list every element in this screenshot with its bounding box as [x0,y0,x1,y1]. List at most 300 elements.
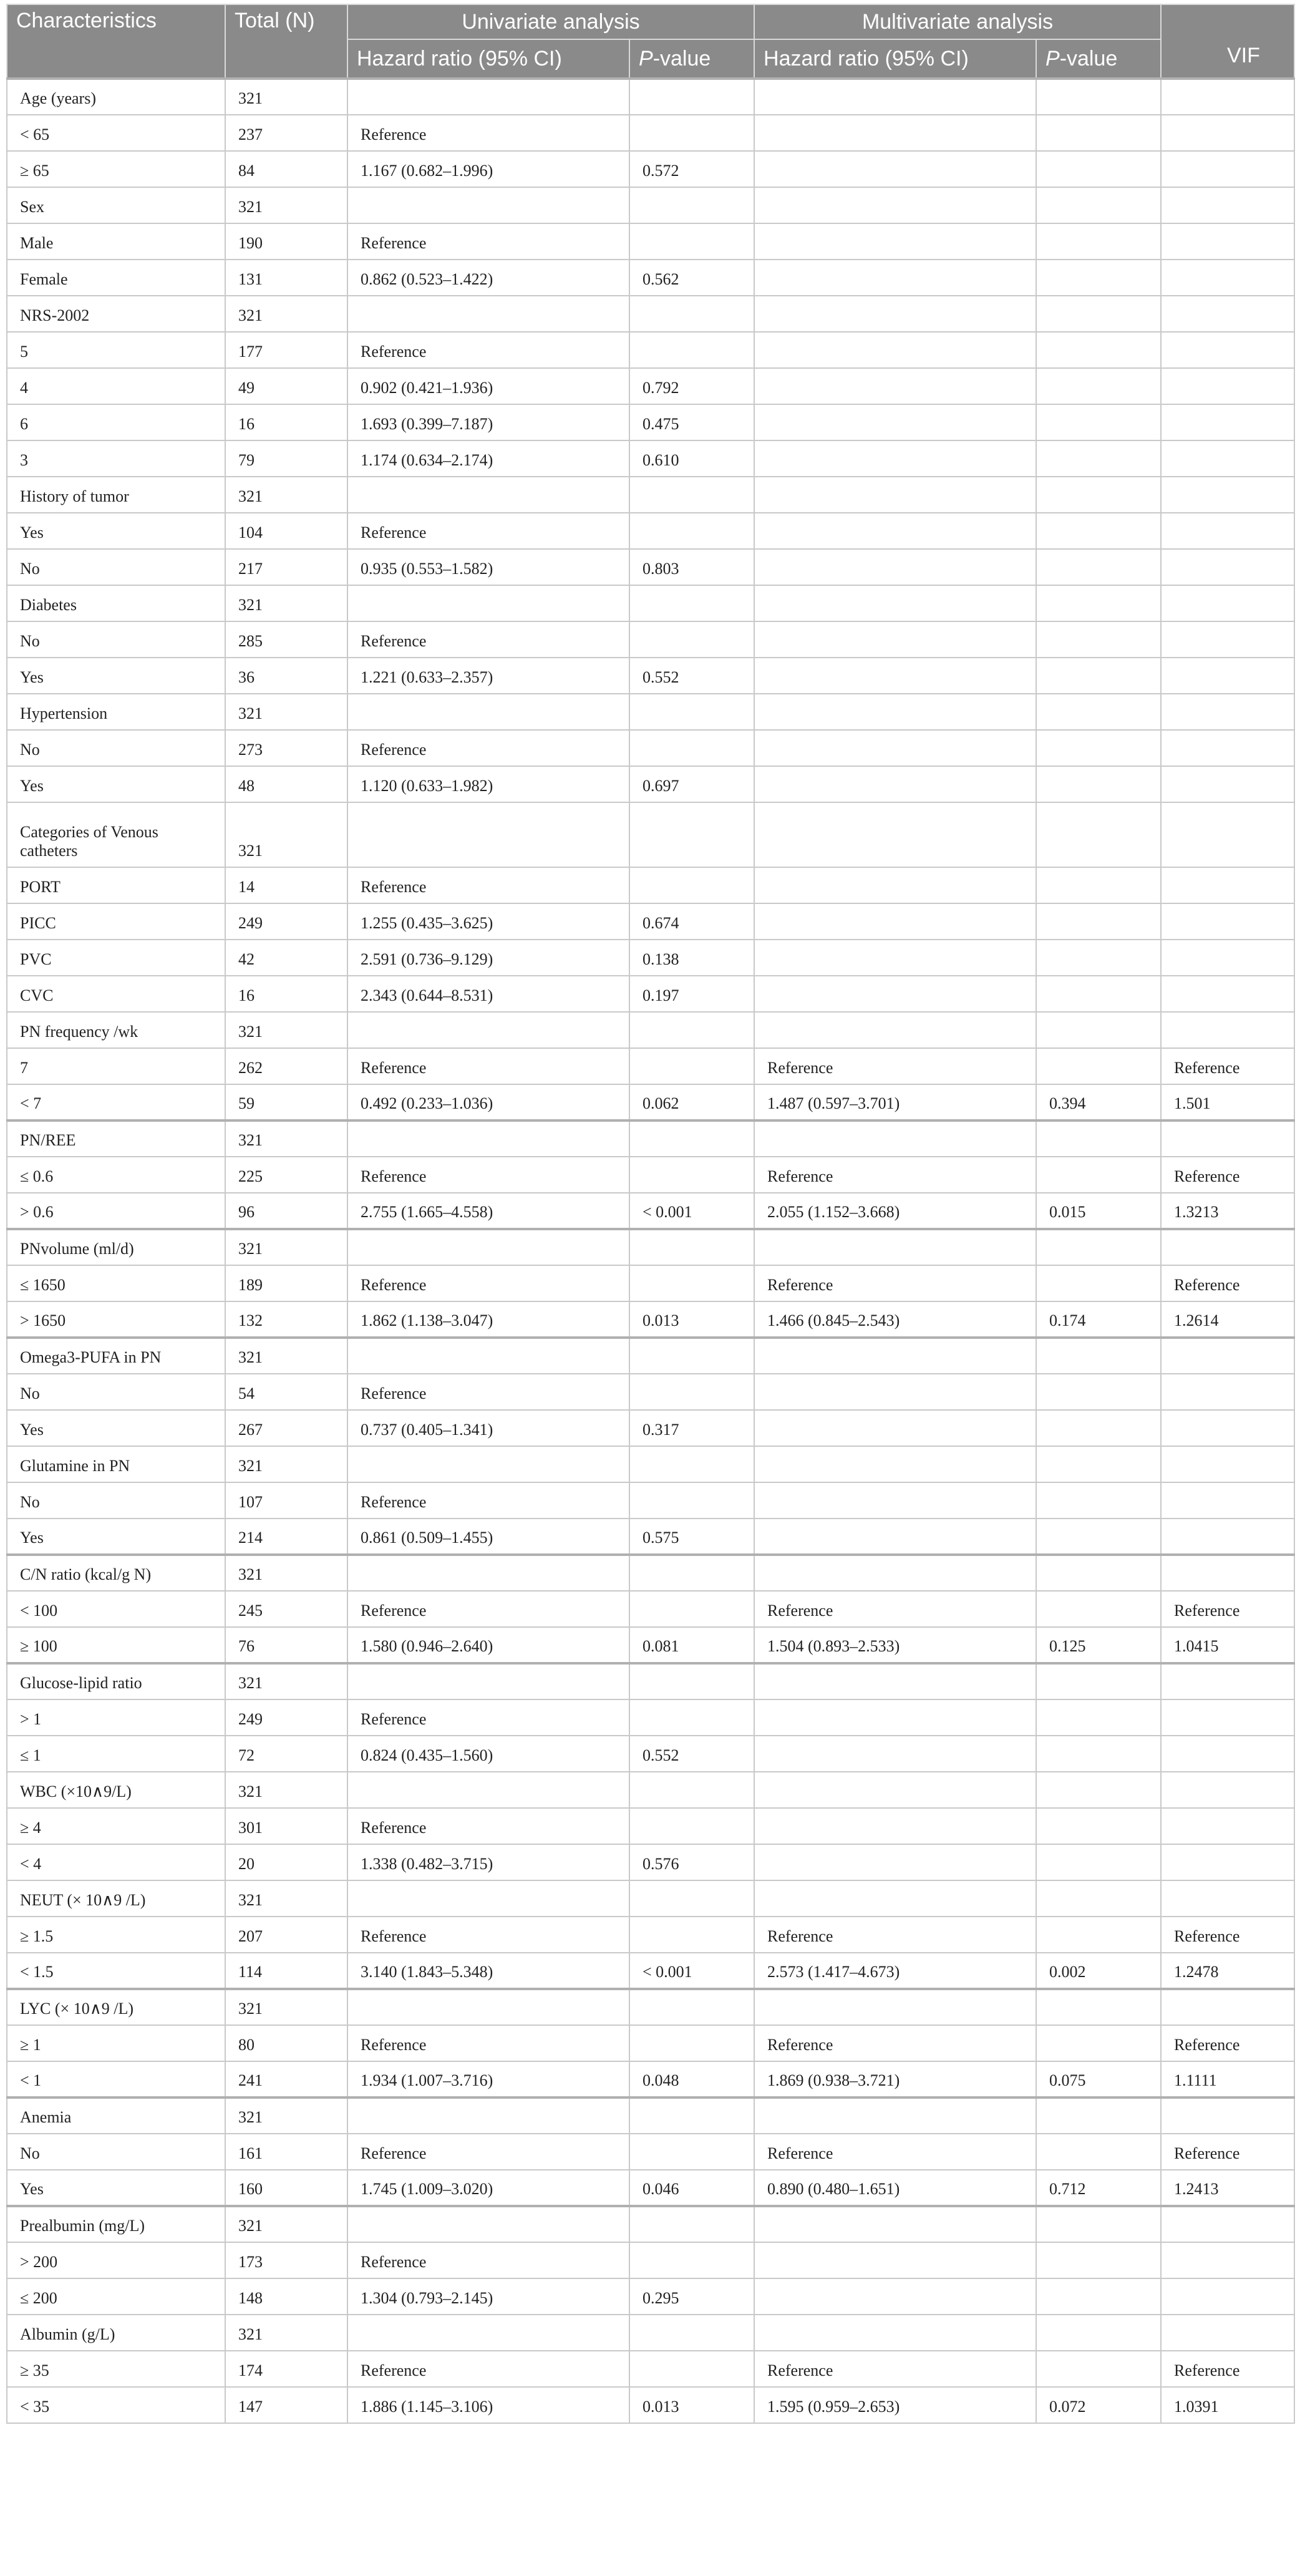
total-cell: 321 [225,585,347,621]
multi-p-value-cell [1036,1374,1161,1410]
multi-p-value-cell: 0.072 [1036,2387,1161,2423]
table-row [7,1953,1294,1989]
hazard-ratio-table [6,4,1295,2424]
multi-hazard-ratio-cell [754,1808,1036,1844]
multi-p-value-cell [1036,940,1161,976]
multi-p-value-cell [1036,2097,1161,2134]
multi-p-value-cell [1036,1591,1161,1627]
uni-hazard-ratio-cell [347,1229,629,1265]
multi-p-value-cell [1036,1229,1161,1265]
p-italic: P [639,46,653,70]
table-row [7,766,1294,802]
characteristic-cell: > 0.6 [7,1193,225,1229]
characteristic-cell: ≥ 35 [7,2351,225,2387]
characteristic-cell: Categories of Venous catheters [7,802,225,867]
uni-p-value-cell: 0.697 [629,766,754,802]
characteristic-cell: Male [7,223,225,260]
characteristic-cell: CVC [7,976,225,1012]
uni-hazard-ratio-cell [347,1772,629,1808]
characteristic-cell: 7 [7,1048,225,1084]
characteristic-cell: Female [7,260,225,296]
table-row [7,730,1294,766]
table-row [7,1808,1294,1844]
vif-cell [1161,1012,1294,1048]
uni-hazard-ratio-cell [347,1012,629,1048]
vif-cell [1161,1989,1294,2025]
multi-p-value-cell [1036,2134,1161,2170]
vif-cell [1161,1555,1294,1591]
table-row [7,1157,1294,1193]
vif-cell [1161,368,1294,404]
vif-cell: Reference [1161,1048,1294,1084]
table-row [7,1627,1294,1663]
multi-p-value-cell: 0.002 [1036,1953,1161,1989]
uni-p-value-cell [629,1989,754,2025]
multi-p-value-cell [1036,766,1161,802]
uni-hazard-ratio-cell [347,1120,629,1157]
total-cell: 321 [225,1880,347,1917]
total-cell: 321 [225,1555,347,1591]
vif-cell [1161,549,1294,585]
table-row [7,260,1294,296]
multi-p-value-cell: 0.125 [1036,1627,1161,1663]
table-row [7,513,1294,549]
total-cell: 131 [225,260,347,296]
multi-p-value-cell [1036,1989,1161,2025]
uni-p-value-cell [629,1048,754,1084]
uni-p-value-cell: 0.048 [629,2061,754,2097]
uni-hazard-ratio-cell: Reference [347,1591,629,1627]
multi-hazard-ratio-cell [754,1229,1036,1265]
uni-p-value-cell: 0.295 [629,2278,754,2315]
uni-p-value-cell [629,1265,754,1301]
multi-p-value-cell: 0.075 [1036,2061,1161,2097]
table-row [7,2242,1294,2278]
uni-hazard-ratio-cell: 0.902 (0.421–1.936) [347,368,629,404]
table-row [7,440,1294,477]
multi-p-value-cell [1036,2278,1161,2315]
multi-hazard-ratio-cell [754,1120,1036,1157]
multi-hazard-ratio-cell [754,151,1036,187]
total-cell: 285 [225,621,347,658]
multi-hazard-ratio-cell: Reference [754,1157,1036,1193]
vif-cell [1161,477,1294,513]
uni-p-value-cell [629,1229,754,1265]
uni-hazard-ratio-cell: 1.338 (0.482–3.715) [347,1844,629,1880]
characteristic-cell: < 35 [7,2387,225,2423]
total-cell: 321 [225,694,347,730]
vif-cell [1161,296,1294,332]
uni-p-value-cell [629,621,754,658]
table-row [7,2025,1294,2061]
uni-p-value-cell [629,585,754,621]
total-cell: 161 [225,2134,347,2170]
table-row [7,549,1294,585]
table-row [7,1338,1294,1374]
uni-p-value-cell [629,1808,754,1844]
characteristic-cell: No [7,730,225,766]
multi-hazard-ratio-cell [754,513,1036,549]
total-cell: 321 [225,2315,347,2351]
vif-cell: Reference [1161,1157,1294,1193]
uni-p-value-cell [629,2315,754,2351]
vif-cell [1161,940,1294,976]
characteristic-cell: PNvolume (ml/d) [7,1229,225,1265]
uni-hazard-ratio-cell: Reference [347,621,629,658]
table-row [7,1880,1294,1917]
multi-hazard-ratio-cell: 1.466 (0.845–2.543) [754,1301,1036,1338]
characteristic-cell: ≥ 1.5 [7,1917,225,1953]
uni-p-value-cell: < 0.001 [629,1193,754,1229]
vif-cell [1161,2315,1294,2351]
multi-hazard-ratio-cell: 1.869 (0.938–3.721) [754,2061,1036,2097]
table-row [7,903,1294,940]
multi-p-value-cell [1036,903,1161,940]
multi-p-value-cell [1036,1555,1161,1591]
multi-p-value-cell [1036,260,1161,296]
multi-p-value-cell [1036,1157,1161,1193]
table-row [7,1084,1294,1120]
multi-hazard-ratio-cell [754,223,1036,260]
total-cell: 14 [225,867,347,903]
vif-cell [1161,1374,1294,1410]
uni-p-value-cell: 0.081 [629,1627,754,1663]
uni-hazard-ratio-cell [347,2097,629,2134]
vif-cell [1161,187,1294,223]
table-row [7,1482,1294,1519]
table-row [7,694,1294,730]
uni-p-value-cell: 0.197 [629,976,754,1012]
vif-cell [1161,115,1294,151]
characteristic-cell: Age (years) [7,79,225,115]
characteristic-cell: Yes [7,2170,225,2206]
characteristic-cell: 6 [7,404,225,440]
uni-hazard-ratio-cell: Reference [347,1482,629,1519]
multi-hazard-ratio-cell [754,404,1036,440]
multi-p-value-cell [1036,1048,1161,1084]
table-row [7,585,1294,621]
table-row [7,2387,1294,2423]
characteristic-cell: 5 [7,332,225,368]
multi-hazard-ratio-cell [754,187,1036,223]
uni-hazard-ratio-cell: Reference [347,513,629,549]
multi-hazard-ratio-cell [754,1555,1036,1591]
uni-hazard-ratio-cell: Reference [347,2351,629,2387]
table-row [7,621,1294,658]
uni-hazard-ratio-cell [347,585,629,621]
multi-p-value-cell [1036,1120,1161,1157]
total-cell: 54 [225,1374,347,1410]
characteristic-cell: Sex [7,187,225,223]
characteristic-cell: History of tumor [7,477,225,513]
uni-p-value-cell: 0.575 [629,1519,754,1555]
total-cell: 321 [225,79,347,115]
multi-p-value-cell [1036,296,1161,332]
uni-p-value-cell: 0.013 [629,2387,754,2423]
total-cell: 217 [225,549,347,585]
vif-cell [1161,2097,1294,2134]
characteristic-cell: ≤ 1650 [7,1265,225,1301]
uni-p-value-cell: 0.317 [629,1410,754,1446]
total-cell: 20 [225,1844,347,1880]
uni-p-value-cell: 0.062 [629,1084,754,1120]
multi-hazard-ratio-cell: 0.890 (0.480–1.651) [754,2170,1036,2206]
vif-cell [1161,766,1294,802]
table-row [7,151,1294,187]
total-cell: 321 [225,187,347,223]
characteristic-cell: No [7,549,225,585]
uni-hazard-ratio-cell: Reference [347,1048,629,1084]
characteristic-cell: LYC (× 10∧9 /L) [7,1989,225,2025]
header-multivariate: Multivariate analysis [754,4,1161,39]
uni-hazard-ratio-cell: Reference [347,1808,629,1844]
multi-hazard-ratio-cell [754,658,1036,694]
table-row [7,187,1294,223]
vif-cell [1161,621,1294,658]
table-row [7,2315,1294,2351]
total-cell: 107 [225,1482,347,1519]
uni-hazard-ratio-cell: 0.824 (0.435–1.560) [347,1736,629,1772]
multi-p-value-cell [1036,802,1161,867]
total-cell: 321 [225,1446,347,1482]
table-row [7,1699,1294,1736]
characteristic-cell: NEUT (× 10∧9 /L) [7,1880,225,1917]
total-cell: 84 [225,151,347,187]
table-row [7,1736,1294,1772]
vif-cell [1161,1736,1294,1772]
uni-hazard-ratio-cell: 2.343 (0.644–8.531) [347,976,629,1012]
table-row [7,1048,1294,1084]
table-row [7,2097,1294,2134]
vif-cell [1161,1772,1294,1808]
total-cell: 96 [225,1193,347,1229]
characteristic-cell: Omega3-PUFA in PN [7,1338,225,1374]
multi-hazard-ratio-cell [754,1772,1036,1808]
multi-hazard-ratio-cell [754,549,1036,585]
uni-hazard-ratio-cell: Reference [347,1374,629,1410]
multi-p-value-cell [1036,1808,1161,1844]
uni-p-value-cell [629,694,754,730]
total-cell: 273 [225,730,347,766]
uni-p-value-cell: 0.475 [629,404,754,440]
uni-p-value-cell [629,1374,754,1410]
multi-p-value-cell [1036,1663,1161,1699]
multi-hazard-ratio-cell [754,2315,1036,2351]
header-uni-hazard-ratio: Hazard ratio (95% CI) [347,39,629,79]
multi-hazard-ratio-cell [754,766,1036,802]
multi-hazard-ratio-cell [754,1012,1036,1048]
multi-hazard-ratio-cell [754,976,1036,1012]
total-cell: 207 [225,1917,347,1953]
characteristic-cell: PN/REE [7,1120,225,1157]
multi-hazard-ratio-cell [754,621,1036,658]
multi-hazard-ratio-cell [754,1663,1036,1699]
table-row [7,1917,1294,1953]
multi-hazard-ratio-cell: Reference [754,2351,1036,2387]
multi-p-value-cell [1036,151,1161,187]
total-cell: 267 [225,1410,347,1446]
multi-p-value-cell [1036,1482,1161,1519]
multi-hazard-ratio-cell: 1.504 (0.893–2.533) [754,1627,1036,1663]
multi-p-value-cell [1036,368,1161,404]
uni-hazard-ratio-cell: 1.745 (1.009–3.020) [347,2170,629,2206]
vif-cell: 1.2478 [1161,1953,1294,1989]
characteristic-cell: < 65 [7,115,225,151]
multi-hazard-ratio-cell: Reference [754,2134,1036,2170]
vif-cell: Reference [1161,1591,1294,1627]
characteristic-cell: Yes [7,1519,225,1555]
multi-p-value-cell [1036,549,1161,585]
vif-cell: 1.1111 [1161,2061,1294,2097]
header-characteristics: Characteristics [7,4,225,79]
characteristic-cell: No [7,621,225,658]
uni-p-value-cell [629,115,754,151]
multi-p-value-cell: 0.712 [1036,2170,1161,2206]
header-multi-hazard-ratio: Hazard ratio (95% CI) [754,39,1036,79]
multi-p-value-cell [1036,621,1161,658]
uni-p-value-cell: 0.572 [629,151,754,187]
table-row [7,1772,1294,1808]
table-header [7,4,1294,79]
uni-hazard-ratio-cell [347,1880,629,1917]
vif-cell: Reference [1161,1265,1294,1301]
characteristic-cell: > 200 [7,2242,225,2278]
uni-hazard-ratio-cell: Reference [347,115,629,151]
uni-hazard-ratio-cell: Reference [347,1157,629,1193]
uni-hazard-ratio-cell: Reference [347,223,629,260]
table-row [7,1989,1294,2025]
multi-p-value-cell [1036,1699,1161,1736]
characteristic-cell: < 1.5 [7,1953,225,1989]
characteristic-cell: C/N ratio (kcal/g N) [7,1555,225,1591]
vif-cell [1161,1699,1294,1736]
multi-hazard-ratio-cell [754,440,1036,477]
uni-hazard-ratio-cell: 1.255 (0.435–3.625) [347,903,629,940]
uni-p-value-cell [629,1120,754,1157]
multi-p-value-cell [1036,1519,1161,1555]
header-uni-p-value [629,39,754,79]
characteristic-cell: ≥ 4 [7,1808,225,1844]
uni-hazard-ratio-cell: Reference [347,867,629,903]
vif-cell: 1.2413 [1161,2170,1294,2206]
vif-cell: 1.3213 [1161,1193,1294,1229]
total-cell: 148 [225,2278,347,2315]
total-cell: 321 [225,1120,347,1157]
uni-p-value-cell [629,867,754,903]
multi-p-value-cell [1036,1880,1161,1917]
multi-p-value-cell: 0.015 [1036,1193,1161,1229]
total-cell: 36 [225,658,347,694]
uni-hazard-ratio-cell: Reference [347,2134,629,2170]
vif-cell [1161,1120,1294,1157]
characteristic-cell: NRS-2002 [7,296,225,332]
total-cell: 321 [225,2097,347,2134]
uni-hazard-ratio-cell: 1.934 (1.007–3.716) [347,2061,629,2097]
total-cell: 321 [225,2206,347,2242]
header-vif: VIF [1227,44,1260,67]
multi-p-value-cell [1036,404,1161,440]
multi-hazard-ratio-cell [754,1880,1036,1917]
multi-p-value-cell: 0.394 [1036,1084,1161,1120]
table-row [7,2061,1294,2097]
multi-hazard-ratio-cell: Reference [754,2025,1036,2061]
uni-p-value-cell: 0.046 [629,2170,754,2206]
multi-hazard-ratio-cell [754,730,1036,766]
uni-hazard-ratio-cell: 1.693 (0.399–7.187) [347,404,629,440]
multi-p-value-cell [1036,2025,1161,2061]
table-row [7,976,1294,1012]
characteristic-cell: 4 [7,368,225,404]
total-cell: 237 [225,115,347,151]
multi-hazard-ratio-cell [754,1699,1036,1736]
characteristic-cell: < 100 [7,1591,225,1627]
total-cell: 49 [225,368,347,404]
vif-cell [1161,2206,1294,2242]
header-univariate: Univariate analysis [347,4,754,39]
multi-p-value-cell [1036,1446,1161,1482]
table-row [7,477,1294,513]
uni-hazard-ratio-cell [347,296,629,332]
uni-hazard-ratio-cell [347,694,629,730]
p-italic: P [1045,46,1060,70]
vif-cell [1161,1338,1294,1374]
multi-hazard-ratio-cell: Reference [754,1265,1036,1301]
uni-hazard-ratio-cell [347,2315,629,2351]
characteristic-cell: Yes [7,766,225,802]
multi-hazard-ratio-cell [754,1519,1036,1555]
characteristic-cell: > 1 [7,1699,225,1736]
uni-p-value-cell [629,477,754,513]
vif-cell [1161,440,1294,477]
uni-hazard-ratio-cell: 0.862 (0.523–1.422) [347,260,629,296]
characteristic-cell: PICC [7,903,225,940]
uni-p-value-cell [629,1917,754,1953]
vif-cell [1161,2278,1294,2315]
uni-hazard-ratio-cell: 3.140 (1.843–5.348) [347,1953,629,1989]
multi-hazard-ratio-cell [754,1736,1036,1772]
uni-hazard-ratio-cell: Reference [347,1917,629,1953]
uni-p-value-cell: 0.552 [629,658,754,694]
characteristic-cell: 3 [7,440,225,477]
vif-cell [1161,513,1294,549]
multi-hazard-ratio-cell [754,1410,1036,1446]
total-cell: 321 [225,1229,347,1265]
uni-p-value-cell: 0.138 [629,940,754,976]
uni-p-value-cell: 0.803 [629,549,754,585]
table-row [7,1591,1294,1627]
multi-hazard-ratio-cell [754,903,1036,940]
uni-hazard-ratio-cell: 1.304 (0.793–2.145) [347,2278,629,2315]
characteristic-cell: ≥ 100 [7,1627,225,1663]
multi-hazard-ratio-cell [754,115,1036,151]
multi-hazard-ratio-cell: 2.573 (1.417–4.673) [754,1953,1036,1989]
uni-p-value-cell [629,1157,754,1193]
uni-hazard-ratio-cell: Reference [347,2242,629,2278]
multi-p-value-cell [1036,2315,1161,2351]
multi-hazard-ratio-cell [754,867,1036,903]
table-row [7,1193,1294,1229]
total-cell: 321 [225,1663,347,1699]
characteristic-cell: < 4 [7,1844,225,1880]
table-row [7,802,1294,867]
multi-p-value-cell [1036,1844,1161,1880]
uni-p-value-cell [629,1012,754,1048]
vif-cell [1161,1519,1294,1555]
characteristic-cell: Glucose-lipid ratio [7,1663,225,1699]
multi-hazard-ratio-cell: Reference [754,1917,1036,1953]
uni-hazard-ratio-cell: Reference [347,332,629,368]
table-row [7,867,1294,903]
